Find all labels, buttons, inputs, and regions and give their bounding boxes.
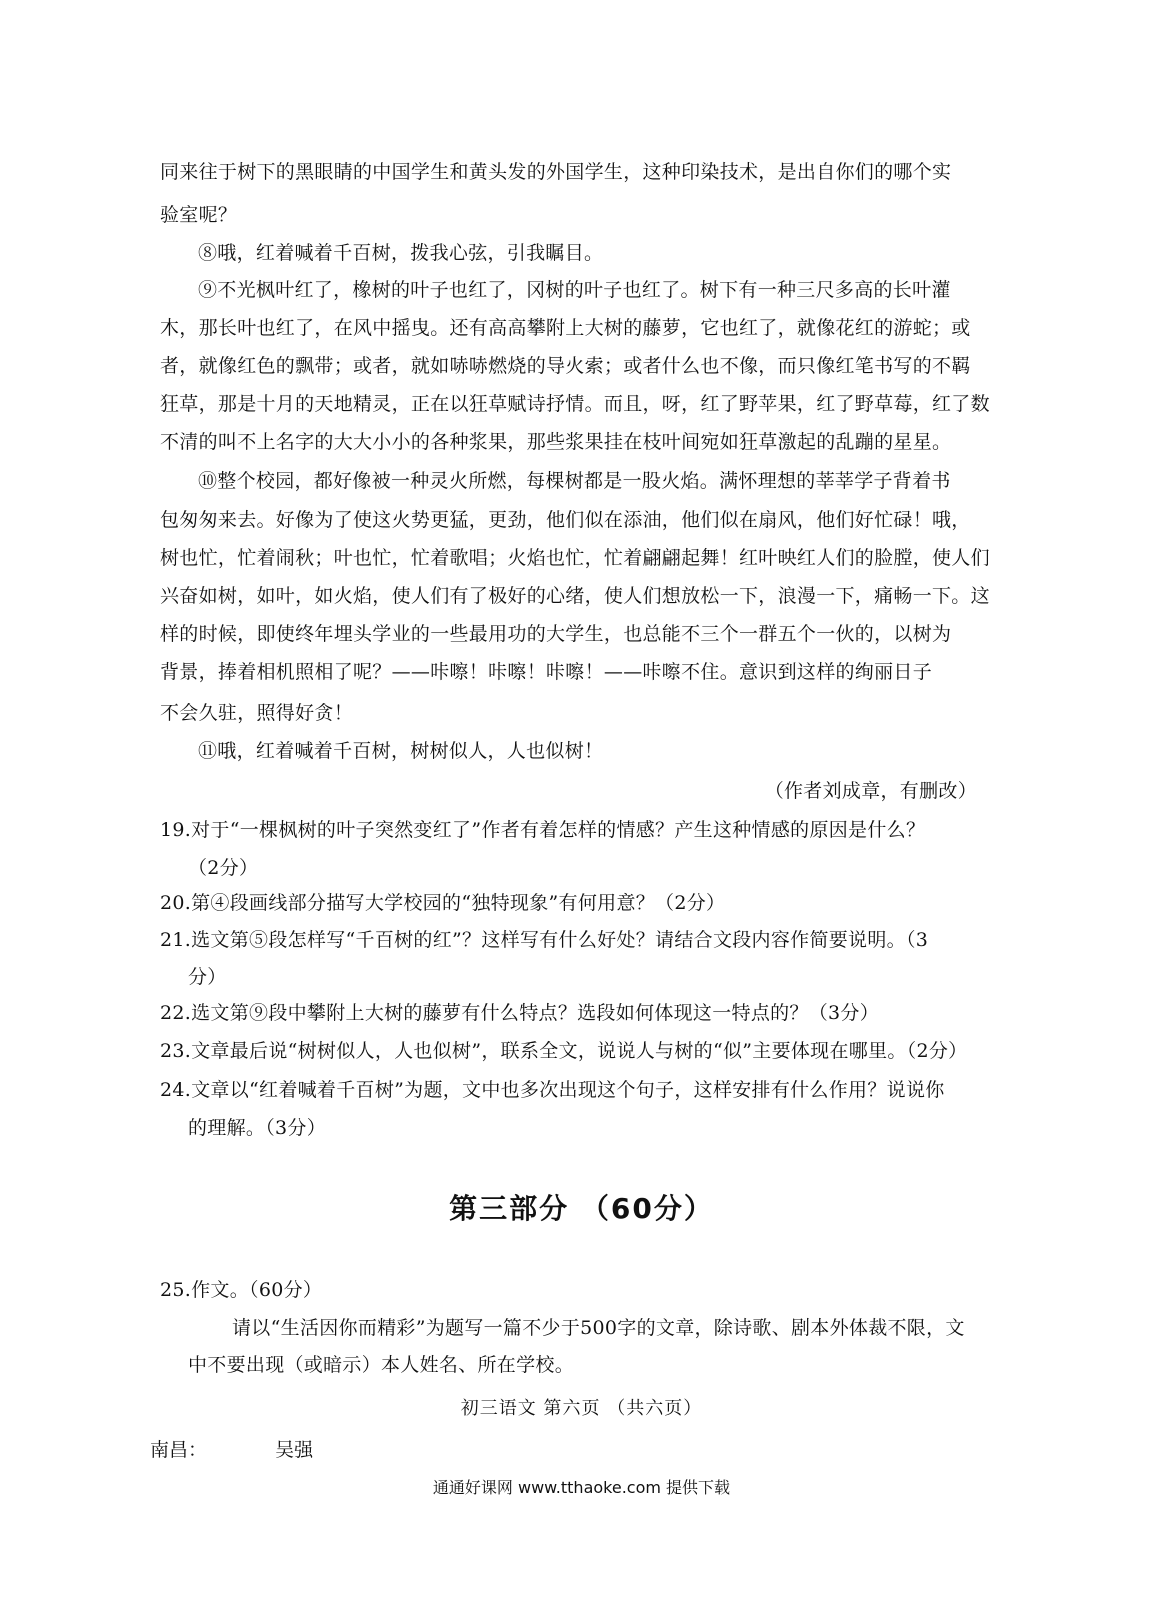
question-20: 20.第④段画线部分描写大学校园的“独特现象”有何用意？（2分） [160, 892, 726, 914]
passage-line: 验室呢？ [160, 204, 238, 226]
paragraph-10-start: ⑩整个校园，都好像被一种灵火所燃，每棵树都是一股火焰。满怀理想的莘莘学子背着书 [198, 470, 951, 492]
question-19-cont: （2分） [188, 857, 259, 879]
question-25: 25.作文。（60分） [160, 1279, 323, 1301]
passage-line: 兴奋如树，如叶，如火焰，使人们有了极好的心绪，使人们想放松一下，浪漫一下，痛畅一下。这 [160, 585, 990, 607]
question-24-cont: 的理解。（3分） [188, 1117, 326, 1139]
passage-line: 狂草，那是十月的天地精灵，正在以狂草赋诗抒情。而且，呀，红了野苹果，红了野草莓，红了数 [160, 393, 990, 415]
passage-line: 不会久驻，照得好贪！ [160, 702, 354, 724]
question-21: 21.选文第⑤段怎样写“千百树的红”？这样写有什么好处？请结合文段内容作简要说明。（3 [160, 929, 929, 951]
passage-line: 者，就像红色的飘带；或者，就如哧哧燃烧的导火索；或者什么也不像，而只像红笔书写的不羁 [160, 355, 971, 377]
paragraph-9-start: ⑨不光枫叶红了，橡树的叶子也红了，冈树的叶子也红了。树下有一种三尺多高的长叶灌 [198, 279, 951, 301]
passage-line: 木，那长叶也红了，在风中摇曳。还有高高攀附上大树的藤萝，它也红了，就像花红的游蛇；或 [160, 317, 971, 339]
passage-source: （作者刘成章，有删改） [764, 780, 977, 802]
author-name: 吴强 [275, 1439, 314, 1461]
paragraph-11: ⑪哦，红着喊着千百树，树树似人，人也似树！ [198, 740, 604, 762]
passage-line: 同来往于树下的黑眼睛的中国学生和黄头发的外国学生，这种印染技术，是出自你们的哪个实 [160, 161, 952, 183]
city-label: 南昌： [150, 1439, 208, 1461]
paragraph-8: ⑧哦，红着喊着千百树，拨我心弦，引我瞩目。 [198, 242, 604, 264]
section-3-title: 第三部分 （60分） [449, 1192, 714, 1225]
passage-line: 不清的叫不上名字的大大小小的各种浆果，那些浆果挂在枝叶间宛如狂草激起的乱蹦的星星。 [160, 431, 952, 453]
question-21-cont: 分） [188, 966, 227, 988]
passage-line: 包匆匆来去。好像为了使这火势更猛，更劲，他们似在添油，他们似在扇风，他们好忙碌！哦， [160, 509, 971, 531]
question-23: 23.文章最后说“树树似人，人也似树”，联系全文，说说人与树的“似”主要体现在哪里。（2分） [160, 1040, 968, 1062]
passage-line: 背景，捧着相机照相了呢？——咔嚓！咔嚓！咔嚓！——咔嚓不住。意识到这样的绚丽日子 [160, 661, 933, 683]
essay-prompt-line: 中不要出现（或暗示）本人姓名、所在学校。 [188, 1354, 575, 1376]
question-22: 22.选文第⑨段中攀附上大树的藤萝有什么特点？选段如何体现这一特点的？（3分） [160, 1002, 880, 1024]
provider-note: 通通好课网 www.tthaoke.com 提供下载 [432, 1478, 731, 1497]
question-24: 24.文章以“红着喊着千百树”为题，文中也多次出现这个句子，这样安排有什么作用？说说你 [160, 1079, 945, 1101]
credit-line [150, 1435, 313, 1462]
passage-line: 树也忙，忙着闹秋；叶也忙，忙着歌唱；火焰也忙，忙着翩翩起舞！红叶映红人们的脸膛，使人们 [160, 547, 990, 569]
passage-line: 样的时候，即使终年埋头学业的一些最用功的大学生，也总能不三个一群五个一伙的，以树为 [160, 623, 952, 645]
page-number-label: 初三语文 第六页 （共六页） [460, 1398, 703, 1419]
question-19: 19.对于“一棵枫树的叶子突然变红了”作者有着怎样的情感？产生这种情感的原因是什么？ [160, 819, 926, 841]
essay-prompt-line: 请以“生活因你而精彩”为题写一篇不少于500字的文章，除诗歌、剧本外体裁不限，文 [232, 1317, 965, 1339]
